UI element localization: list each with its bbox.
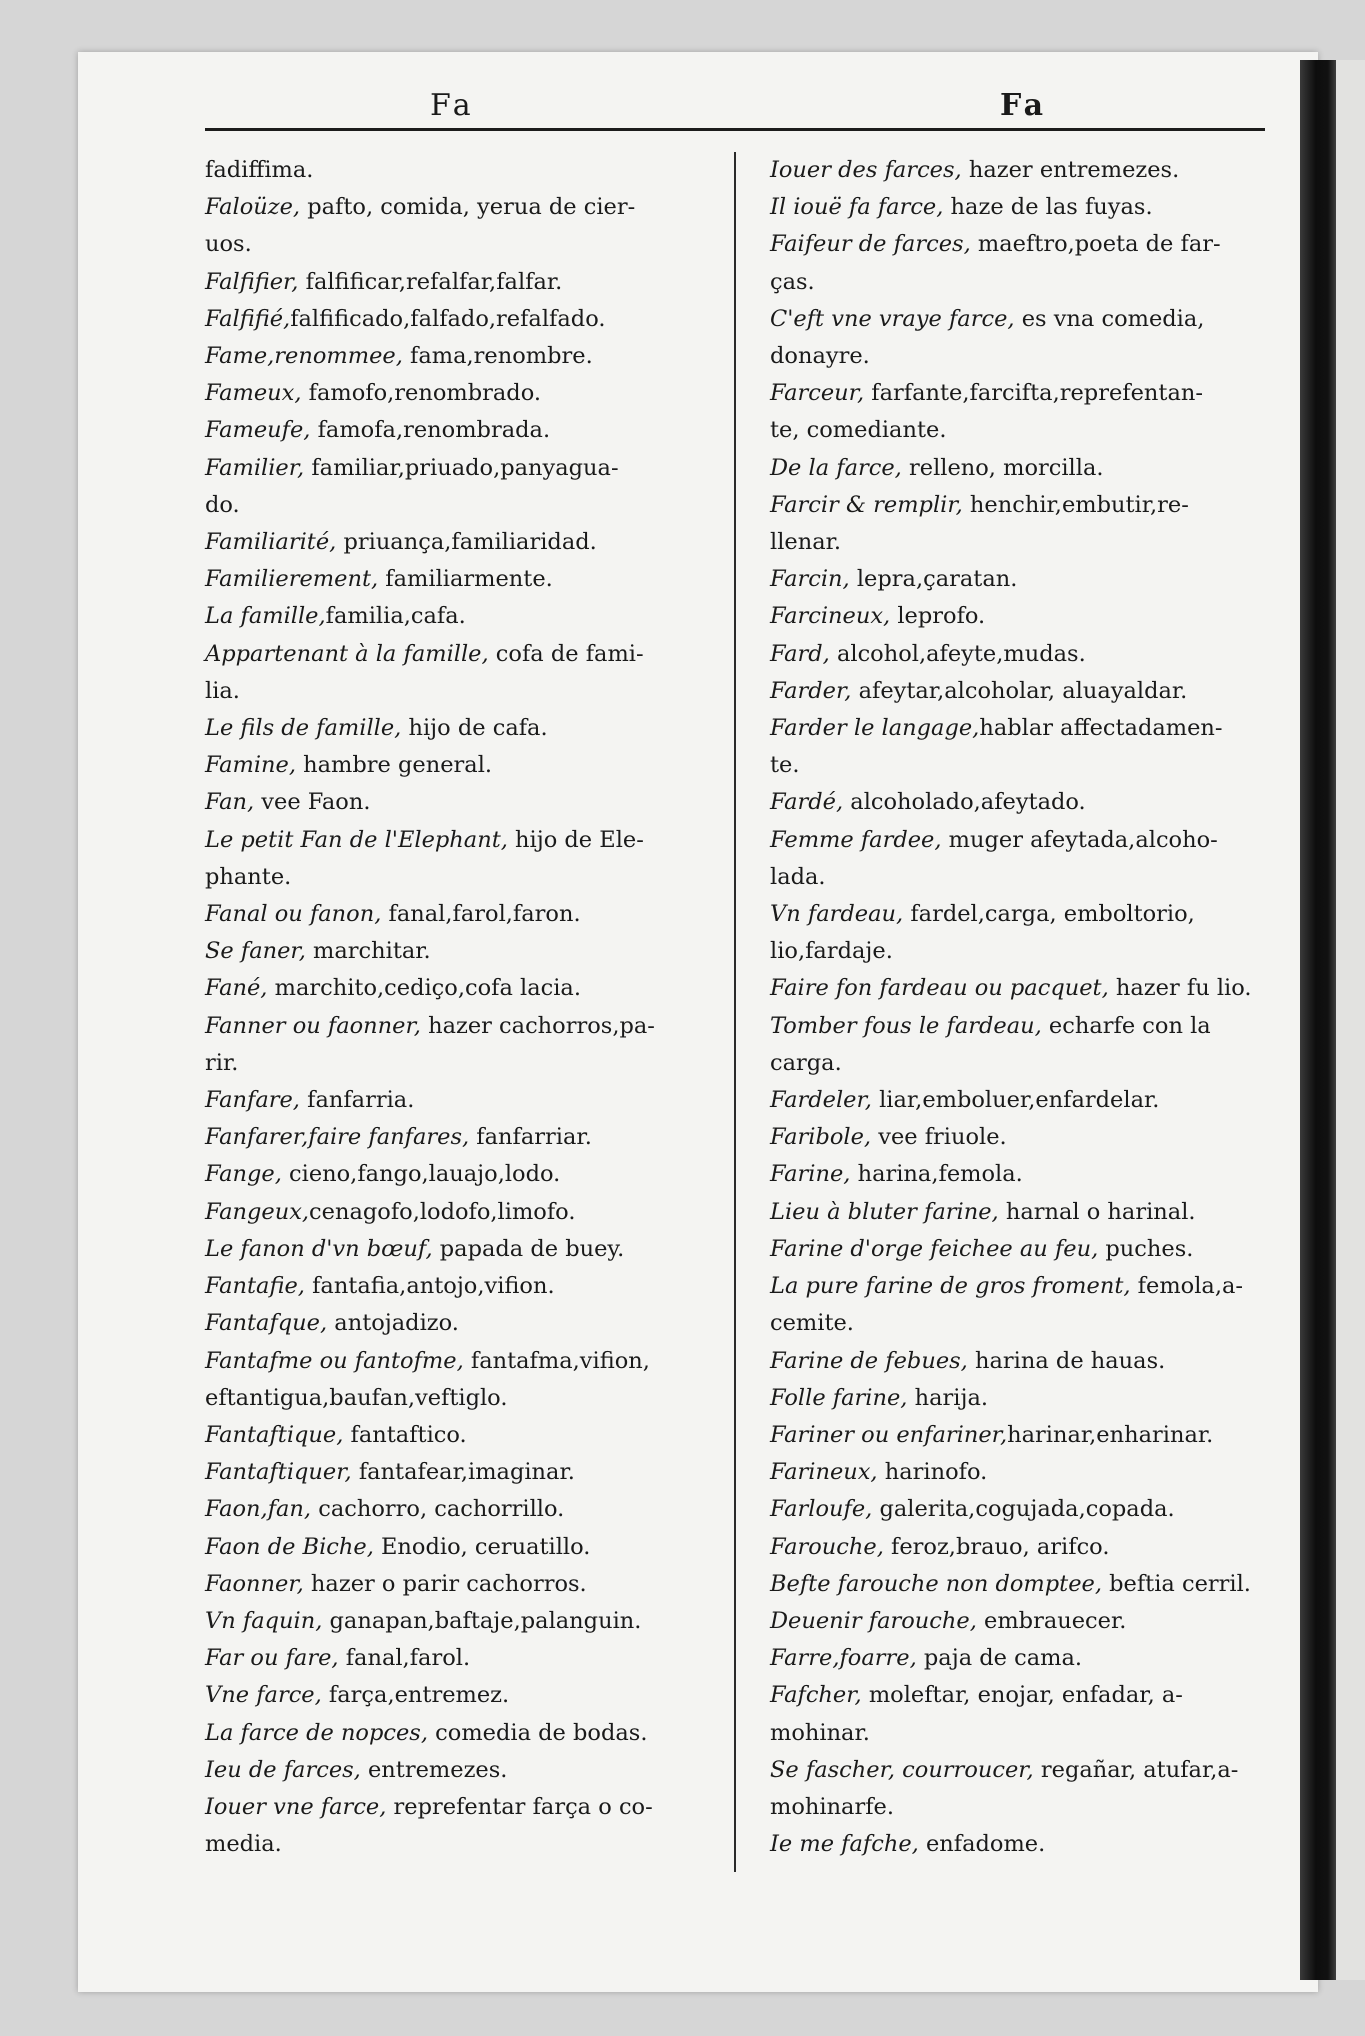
- headword: Ieu de farces,: [205, 1756, 361, 1783]
- headword: Fantaftique,: [205, 1421, 344, 1448]
- translation: fantafia,antojo,vifion.: [304, 1273, 555, 1300]
- dictionary-entry-line: [205, 970, 720, 1007]
- translation: fantafear,imaginar.: [351, 1459, 575, 1486]
- translation: vee Faon.: [254, 789, 371, 816]
- dictionary-entry-line: [770, 747, 1275, 784]
- translation: antojadizo.: [327, 1310, 459, 1337]
- dictionary-entry-line: [205, 226, 720, 263]
- translation: harija.: [907, 1384, 989, 1411]
- translation: fantaftico.: [343, 1421, 467, 1448]
- dictionary-entry-line: [770, 1268, 1275, 1305]
- headword: Le fanon d'vn bœuf,: [205, 1235, 433, 1262]
- dictionary-entry-line: [205, 598, 720, 635]
- dictionary-entry-line: [770, 1566, 1275, 1603]
- headword: Fanal ou fanon,: [205, 901, 382, 928]
- translation: harinar,enharinar.: [1007, 1421, 1214, 1448]
- dictionary-entry-line: [205, 1417, 720, 1454]
- dictionary-entry-line: [770, 561, 1275, 598]
- headword: Fanfare,: [205, 1087, 300, 1114]
- dictionary-entry-line: [770, 784, 1275, 821]
- translation: hazer entremezes.: [961, 157, 1180, 183]
- translation: maeftro,poeta de far-: [970, 231, 1221, 258]
- translation: hazer fu lio.: [1108, 975, 1252, 1002]
- headword: C'eft vne vraye farce,: [770, 305, 1015, 332]
- headword: Se faner,: [205, 938, 306, 965]
- translation: comedia de bodas.: [428, 1719, 648, 1746]
- translation: familiar,priuado,panyagua-: [304, 454, 619, 481]
- dictionary-entry-line: [205, 747, 720, 784]
- translation: eftantigua,baufan,veftiglo.: [205, 1384, 508, 1411]
- dictionary-entry-line: [770, 1640, 1275, 1677]
- translation: beftia cerril.: [1101, 1570, 1251, 1597]
- headword: Fameux,: [205, 380, 302, 407]
- headword: Femme fardee,: [770, 826, 942, 853]
- dictionary-entry-line: [205, 1715, 720, 1752]
- dictionary-entry-line: [770, 1156, 1275, 1193]
- translation: lio,fardaje.: [770, 938, 893, 965]
- headword: Tomber fous le fardeau,: [770, 1012, 1042, 1039]
- dictionary-entry-line: [205, 673, 720, 710]
- headword: Fané,: [205, 975, 268, 1002]
- translation: embrauecer.: [976, 1607, 1127, 1634]
- headword: Fantaftiquer,: [205, 1459, 352, 1486]
- translation: alcoholado,afeytado.: [843, 789, 1086, 816]
- dictionary-entry-line: [205, 1454, 720, 1491]
- headword: Deuenir farouche,: [770, 1607, 977, 1634]
- headword: Se fascher, courroucer,: [770, 1756, 1034, 1783]
- headword: Familiarité,: [205, 529, 337, 556]
- dictionary-entry-line: [205, 1082, 720, 1119]
- dictionary-entry-line: [770, 1194, 1275, 1231]
- translation: relleno, morcilla.: [901, 454, 1104, 481]
- dictionary-entry-line: [770, 896, 1275, 933]
- dictionary-entry-line: [770, 450, 1275, 487]
- headword: Farine,: [770, 1161, 851, 1188]
- dictionary-entry-line: [770, 1008, 1275, 1045]
- dictionary-entry-line: [770, 1417, 1275, 1454]
- translation: uos.: [205, 231, 252, 258]
- dictionary-entry-line: [205, 1268, 720, 1305]
- translation: fantafma,vifion,: [463, 1347, 650, 1374]
- dictionary-entry-line: [770, 1826, 1275, 1863]
- translation: cenagofo,lodofo,limofo.: [309, 1198, 576, 1225]
- translation: harina de hauas.: [967, 1347, 1166, 1374]
- dictionary-entry-line: [205, 896, 720, 933]
- dictionary-entry-line: [205, 933, 720, 970]
- headword: Far ou fare,: [205, 1645, 339, 1672]
- dictionary-entry-line: [205, 1045, 720, 1082]
- headword: Fan,: [205, 789, 255, 816]
- translation: te.: [770, 752, 800, 779]
- dictionary-entry-line: [205, 375, 720, 412]
- translation: femola,a-: [1130, 1273, 1243, 1300]
- headword: De la farce,: [770, 454, 902, 481]
- dictionary-entry-line: [770, 1491, 1275, 1528]
- dictionary-entry-line: [205, 1231, 720, 1268]
- headword: Fame,renommee,: [205, 343, 403, 370]
- headword: Farder le langage,: [770, 715, 980, 742]
- translation: fanal,farol.: [338, 1645, 471, 1672]
- translation: familiarmente.: [378, 566, 553, 593]
- dictionary-entry-line: [770, 1715, 1275, 1752]
- dictionary-entry-line: [205, 301, 720, 338]
- dictionary-entry-line: [770, 1305, 1275, 1342]
- translation: falfificado,falfado,refalfado.: [290, 305, 606, 332]
- dictionary-entry-line: [770, 1380, 1275, 1417]
- translation: entremezes.: [360, 1756, 508, 1783]
- headword: Farceur,: [770, 380, 865, 407]
- translation: liar,emboluer,enfardelar.: [871, 1087, 1160, 1114]
- translation: cieno,fango,lauajo,lodo.: [281, 1161, 561, 1188]
- dictionary-entry-line: [205, 784, 720, 821]
- translation: cofa de fami-: [488, 640, 644, 667]
- dictionary-entry-line: [205, 524, 720, 561]
- headword: Appartenant à la famille,: [205, 640, 489, 667]
- headword: Falfifier,: [205, 268, 299, 295]
- translation: marchito,cediço,cofa lacia.: [267, 975, 581, 1002]
- translation: rir.: [205, 1049, 239, 1076]
- translation: hazer o parir cachorros.: [303, 1570, 587, 1597]
- dictionary-entry-line: [205, 1529, 720, 1566]
- dictionary-entry-line: [205, 1305, 720, 1342]
- headword: Faon de Biche,: [205, 1533, 374, 1560]
- headword: La pure farine de gros froment,: [770, 1273, 1131, 1300]
- dictionary-entry-line: [205, 1752, 720, 1789]
- translation: Enodio, ceruatillo.: [373, 1533, 591, 1560]
- translation: hambre general.: [296, 752, 493, 779]
- headword: Faribole,: [770, 1124, 872, 1151]
- headword: La farce de nopces,: [205, 1719, 429, 1746]
- translation: feroz,brauo, arifco.: [883, 1533, 1110, 1560]
- dictionary-entry-line: [205, 710, 720, 747]
- translation: priuança,familiaridad.: [336, 529, 597, 556]
- translation: do.: [205, 491, 240, 518]
- dictionary-entry-line: [770, 1789, 1275, 1826]
- headword: Iouer des farces,: [770, 157, 962, 183]
- dictionary-entry-line: [770, 338, 1275, 375]
- dictionary-entry-line: [770, 1119, 1275, 1156]
- translation: phante.: [205, 863, 292, 890]
- translation: moleftar, enojar, enfadar, a-: [861, 1682, 1183, 1709]
- dictionary-entry-line: [770, 1231, 1275, 1268]
- headword: Farcin,: [770, 566, 850, 593]
- translation: fanfarriar.: [469, 1124, 592, 1151]
- headword: Fantafque,: [205, 1310, 328, 1337]
- translation: haze de las fuyas.: [943, 194, 1153, 221]
- headword: Fameufe,: [205, 417, 311, 444]
- headword: La famille,: [205, 603, 326, 630]
- translation: mohinar.: [770, 1719, 870, 1746]
- headword: Fafcher,: [770, 1682, 862, 1709]
- dictionary-entry-line: [770, 375, 1275, 412]
- dictionary-entry-line: [770, 933, 1275, 970]
- headword: Farder,: [770, 677, 852, 704]
- translation: marchitar.: [305, 938, 431, 965]
- headword: Farloufe,: [770, 1496, 873, 1523]
- running-head-right: Fa: [1000, 88, 1048, 123]
- headword: Fariner ou enfariner,: [770, 1421, 1008, 1448]
- headword: Fanfarer,faire fanfares,: [205, 1124, 470, 1151]
- dictionary-entry-line: [770, 636, 1275, 673]
- dictionary-entry-line: [205, 1119, 720, 1156]
- dictionary-entry-line: [205, 487, 720, 524]
- headword: Farre,foarre,: [770, 1645, 917, 1672]
- translation: famofa,renombrada.: [310, 417, 551, 444]
- translation: media.: [205, 1831, 282, 1858]
- translation: echarfe con la: [1041, 1012, 1211, 1039]
- headword: Fange,: [205, 1161, 282, 1188]
- headword: Fangeux,: [205, 1198, 310, 1225]
- left-column: [205, 152, 720, 1863]
- translation: cachorro, cachorrillo.: [311, 1496, 565, 1523]
- headword: Fardeler,: [770, 1087, 872, 1114]
- headword: Farine de febues,: [770, 1347, 968, 1374]
- dictionary-entry-line: [205, 1603, 720, 1640]
- translation: lia.: [205, 677, 240, 704]
- translation: muger afeytada,alcoho-: [941, 826, 1218, 853]
- dictionary-entry-line: [770, 301, 1275, 338]
- headword: Familier,: [205, 454, 305, 481]
- dictionary-entry-line: [205, 264, 720, 301]
- translation: ganapan,baftaje,palanguin.: [322, 1607, 642, 1634]
- headword: Famine,: [205, 752, 296, 779]
- dictionary-entry-line: [205, 412, 720, 449]
- headword: Farcir & remplir,: [770, 491, 963, 518]
- translation: leprofo.: [890, 603, 986, 630]
- translation: fanfarria.: [299, 1087, 415, 1114]
- headword: Farcineux,: [770, 603, 891, 630]
- translation: farça,entremez.: [321, 1682, 510, 1709]
- dictionary-entry-line: [205, 1491, 720, 1528]
- dictionary-entry-line: [205, 1156, 720, 1193]
- dictionary-entry-line: [770, 1677, 1275, 1714]
- translation: fadiffima.: [205, 157, 314, 183]
- column-divider: [734, 152, 736, 1872]
- translation: carga.: [770, 1049, 842, 1076]
- headword: Vn fardeau,: [770, 901, 904, 928]
- dictionary-entry-line: [205, 1194, 720, 1231]
- headword: Vn faquin,: [205, 1607, 323, 1634]
- headword: Farine d'orge feichee au feu,: [770, 1235, 1099, 1262]
- translation: regañar, atufar,a-: [1033, 1756, 1239, 1783]
- headword: Farineux,: [770, 1459, 878, 1486]
- translation: mohinarfe.: [770, 1793, 895, 1820]
- dictionary-entry-line: [770, 859, 1275, 896]
- dictionary-entry-line: [770, 1082, 1275, 1119]
- translation: es vna comedia,: [1014, 305, 1205, 332]
- header-rule: [205, 128, 1265, 131]
- dictionary-entry-line: [205, 450, 720, 487]
- translation: enfadome.: [918, 1831, 1046, 1858]
- headword: Falfifié,: [205, 305, 291, 332]
- translation: falfificar,refalfar,falfar.: [298, 268, 563, 295]
- translation: vee friuole.: [871, 1124, 1007, 1151]
- translation: hablar affectadamen-: [979, 715, 1223, 742]
- dictionary-entry-line: [770, 412, 1275, 449]
- translation: paja de cama.: [916, 1645, 1083, 1672]
- dictionary-entry-line: [205, 1677, 720, 1714]
- dictionary-entry-line: [205, 1789, 720, 1826]
- book-spine-shadow: [1300, 60, 1340, 1980]
- headword: Fanner ou faonner,: [205, 1012, 421, 1039]
- running-head-left: Fa: [430, 88, 475, 123]
- translation: lada.: [770, 863, 826, 890]
- translation: cemite.: [770, 1310, 854, 1337]
- translation: fardel,carga, emboltorio,: [903, 901, 1195, 928]
- headword: Lieu à bluter farine,: [770, 1198, 999, 1225]
- headword: Faonner,: [205, 1570, 304, 1597]
- headword: Ie me fafche,: [770, 1831, 919, 1858]
- dictionary-entry-line: [205, 859, 720, 896]
- facing-page-edge: [1336, 60, 1365, 1980]
- headword: Fard,: [770, 640, 830, 667]
- headword: Vne farce,: [205, 1682, 322, 1709]
- translation: harinofo.: [877, 1459, 988, 1486]
- translation: hijo de Ele-: [507, 826, 644, 853]
- translation: henchir,embutir,re-: [962, 491, 1189, 518]
- dictionary-entry-line: [205, 1566, 720, 1603]
- dictionary-entry-line: [770, 226, 1275, 263]
- translation: ças.: [770, 268, 815, 295]
- headword: Fantafme ou fantofme,: [205, 1347, 464, 1374]
- translation: fama,renombre.: [402, 343, 593, 370]
- headword: Il iouë fa farce,: [770, 194, 944, 221]
- dictionary-entry-line: [770, 1454, 1275, 1491]
- dictionary-entry-line: [770, 1603, 1275, 1640]
- translation: hazer cachorros,pa-: [420, 1012, 655, 1039]
- translation: llenar.: [770, 529, 842, 556]
- dictionary-entry-line: [205, 1008, 720, 1045]
- dictionary-entry-line: [770, 1529, 1275, 1566]
- dictionary-entry-line: [770, 970, 1275, 1007]
- dictionary-entry-line: [205, 1640, 720, 1677]
- dictionary-entry-line: [205, 338, 720, 375]
- headword: Le petit Fan de l'Elephant,: [205, 826, 508, 853]
- dictionary-entry-line: [770, 710, 1275, 747]
- dictionary-entry-line: [770, 598, 1275, 635]
- headword: Fardé,: [770, 789, 844, 816]
- dictionary-entry-line: [205, 1380, 720, 1417]
- translation: reprefentar farça o co-: [386, 1793, 653, 1820]
- translation: harina,femola.: [850, 1161, 1023, 1188]
- dictionary-entry-line: [770, 822, 1275, 859]
- dictionary-entry-line: [770, 1343, 1275, 1380]
- translation: papada de buey.: [432, 1235, 625, 1262]
- translation: harnal o harinal.: [998, 1198, 1196, 1225]
- headword: Folle farine,: [770, 1384, 908, 1411]
- headword: Fantafie,: [205, 1273, 305, 1300]
- translation: hijo de cafa.: [401, 715, 548, 742]
- translation: pafto, comida, yerua de cier-: [300, 194, 636, 221]
- translation: donayre.: [770, 343, 870, 370]
- headword: Faire fon fardeau ou pacquet,: [770, 975, 1109, 1002]
- translation: lepra,çaratan.: [849, 566, 1018, 593]
- headword: Farouche,: [770, 1533, 884, 1560]
- dictionary-entry-line: [205, 636, 720, 673]
- dictionary-entry-line: [205, 1343, 720, 1380]
- translation: te, comediante.: [770, 417, 947, 444]
- headword: Befte farouche non domptee,: [770, 1570, 1102, 1597]
- headword: Faon,fan,: [205, 1496, 312, 1523]
- headword: Faifeur de farces,: [770, 231, 971, 258]
- dictionary-entry-line: [770, 1045, 1275, 1082]
- dictionary-entry-line: [770, 487, 1275, 524]
- translation: familia,cafa.: [325, 603, 466, 630]
- headword: Iouer vne farce,: [205, 1793, 387, 1820]
- dictionary-entry-line: [770, 524, 1275, 561]
- translation: famofo,renombrado.: [301, 380, 542, 407]
- dictionary-entry-line: [770, 264, 1275, 301]
- translation: galerita,cogujada,copada.: [872, 1496, 1175, 1523]
- headword: Familierement,: [205, 566, 379, 593]
- dictionary-entry-line: [770, 189, 1275, 226]
- dictionary-entry-line: [205, 1826, 720, 1863]
- dictionary-entry-line: [205, 822, 720, 859]
- translation: afeytar,alcoholar, aluayaldar.: [851, 677, 1188, 704]
- translation: alcohol,afeyte,mudas.: [829, 640, 1086, 667]
- dictionary-entry-line: [770, 152, 1275, 189]
- dictionary-entry-line: [205, 152, 720, 189]
- translation: fanal,farol,faron.: [381, 901, 581, 928]
- dictionary-entry-line: [205, 561, 720, 598]
- dictionary-entry-line: [205, 189, 720, 226]
- dictionary-entry-line: [770, 673, 1275, 710]
- right-column: [770, 152, 1275, 1863]
- translation: puches.: [1098, 1235, 1194, 1262]
- translation: farfante,farcifta,reprefentan-: [864, 380, 1203, 407]
- headword: Le fils de famille,: [205, 715, 402, 742]
- dictionary-entry-line: [770, 1752, 1275, 1789]
- headword: Faloüze,: [205, 194, 301, 221]
